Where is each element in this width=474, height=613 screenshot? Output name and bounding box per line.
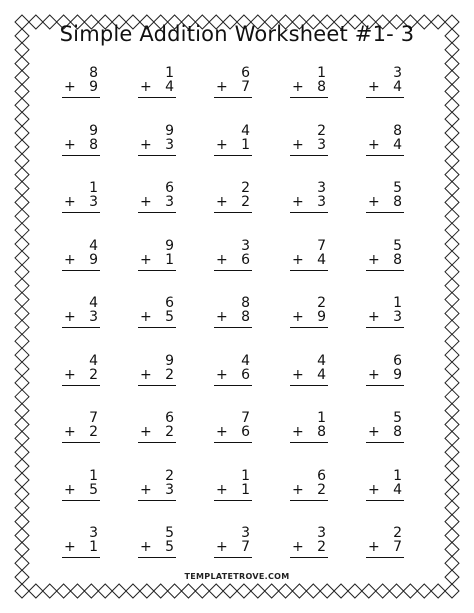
plus-sign: + [216,136,228,153]
problem-row [56,181,436,239]
addend-top: 8 [241,295,250,311]
answer-line [62,500,100,501]
plus-sign: + [368,481,380,498]
addend-bottom: 3 [317,194,326,210]
plus-sign: + [216,309,228,325]
addend-bottom: 1 [241,481,250,498]
answer-line [366,327,404,328]
addend-top: 5 [393,180,402,196]
problem-grid [56,66,436,584]
answer-line [62,270,100,271]
answer-line [366,270,404,271]
addition-problem [56,411,132,469]
answer-line [138,557,176,558]
answer-line [366,557,404,558]
answer-line [366,97,404,98]
addend-top: 6 [393,352,402,369]
addend-top: 4 [89,237,98,254]
addition-problem [208,239,284,297]
addend-bottom: 9 [317,309,326,325]
addend-top: 2 [393,525,402,541]
addend-bottom: 1 [89,539,98,555]
answer-line [62,97,100,98]
plus-sign: + [140,424,152,440]
addition-problem [132,469,208,527]
plus-sign: + [368,539,380,555]
answer-line [62,212,100,213]
answer-line [62,327,100,328]
addend-bottom: 8 [89,136,98,153]
addend-top: 5 [165,525,174,541]
worksheet-title: Simple Addition Worksheet #1- 3 [59,22,415,46]
answer-line [290,155,328,156]
addition-problem [360,411,436,469]
plus-sign: + [368,194,380,210]
addition-problem [208,354,284,412]
plus-sign: + [216,194,228,210]
addition-problem [132,181,208,239]
plus-sign: + [368,309,380,325]
problem-row [56,411,436,469]
plus-sign: + [292,481,304,498]
plus-sign: + [216,251,228,268]
addend-top: 3 [241,525,250,541]
addend-bottom: 7 [241,539,250,555]
addend-top: 3 [241,237,250,254]
plus-sign: + [140,539,152,555]
plus-sign: + [292,136,304,153]
addend-top: 6 [165,180,174,196]
addition-problem [56,469,132,527]
answer-line [290,327,328,328]
plus-sign: + [292,79,304,95]
answer-line [62,385,100,386]
answer-line [214,385,252,386]
addend-top: 9 [89,122,98,139]
plus-sign: + [140,194,152,210]
addition-problem [360,354,436,412]
answer-line [290,557,328,558]
problem-row [56,239,436,297]
plus-sign: + [64,366,76,383]
plus-sign: + [292,251,304,268]
addend-bottom: 4 [393,481,402,498]
answer-line [62,442,100,443]
answer-line [214,270,252,271]
addend-bottom: 2 [165,366,174,383]
addend-bottom: 2 [165,424,174,440]
addend-bottom: 9 [89,79,98,95]
answer-line [290,212,328,213]
addition-problem [284,239,360,297]
plus-sign: + [216,79,228,95]
addend-bottom: 3 [165,481,174,498]
addend-top: 7 [89,410,98,426]
addition-problem [56,66,132,124]
addend-top: 7 [241,410,250,426]
addend-bottom: 8 [393,424,402,440]
addition-problem [360,66,436,124]
addition-problem [360,181,436,239]
addition-problem [360,239,436,297]
answer-line [138,97,176,98]
addend-bottom: 8 [393,194,402,210]
addend-top: 4 [241,122,250,139]
addend-bottom: 4 [317,251,326,268]
plus-sign: + [140,481,152,498]
addend-top: 6 [317,467,326,484]
addition-problem [132,66,208,124]
problem-row [56,354,436,412]
addend-top: 9 [165,122,174,139]
addition-problem [56,239,132,297]
answer-line [214,155,252,156]
answer-line [366,212,404,213]
addend-bottom: 7 [241,79,250,95]
answer-line [366,385,404,386]
addition-problem [132,411,208,469]
plus-sign: + [64,539,76,555]
plus-sign: + [64,79,76,95]
addend-top: 2 [317,122,326,139]
answer-line [138,155,176,156]
answer-line [138,442,176,443]
addend-top: 2 [317,295,326,311]
answer-line [214,327,252,328]
plus-sign: + [216,366,228,383]
plus-sign: + [64,309,76,325]
plus-sign: + [292,539,304,555]
answer-line [290,97,328,98]
addend-bottom: 2 [317,539,326,555]
answer-line [138,385,176,386]
addend-top: 1 [89,467,98,484]
addend-bottom: 4 [393,79,402,95]
plus-sign: + [292,194,304,210]
addend-top: 4 [89,295,98,311]
problem-row [56,124,436,182]
addend-top: 5 [393,237,402,254]
plus-sign: + [64,251,76,268]
addition-problem [360,124,436,182]
addend-bottom: 2 [89,424,98,440]
addend-top: 4 [241,352,250,369]
addition-problem [284,181,360,239]
plus-sign: + [64,194,76,210]
addend-top: 1 [165,65,174,81]
addend-top: 1 [393,467,402,484]
answer-line [138,327,176,328]
addition-problem [360,469,436,527]
answer-line [214,97,252,98]
plus-sign: + [216,424,228,440]
addition-problem [132,296,208,354]
addition-problem [284,469,360,527]
addend-bottom: 3 [393,309,402,325]
answer-line [214,557,252,558]
plus-sign: + [368,366,380,383]
addend-bottom: 5 [165,539,174,555]
plus-sign: + [64,481,76,498]
plus-sign: + [292,309,304,325]
addend-bottom: 6 [241,424,250,440]
addition-problem [284,296,360,354]
answer-line [366,442,404,443]
addend-bottom: 2 [241,194,250,210]
addend-bottom: 9 [393,366,402,383]
addition-problem [208,411,284,469]
addend-top: 3 [317,525,326,541]
addend-bottom: 7 [393,539,402,555]
addend-top: 9 [165,237,174,254]
addition-problem [284,66,360,124]
addition-problem [208,469,284,527]
answer-line [366,500,404,501]
addend-top: 8 [89,65,98,81]
addend-top: 3 [89,525,98,541]
addend-bottom: 8 [317,79,326,95]
addend-top: 4 [317,352,326,369]
addend-bottom: 6 [241,366,250,383]
addend-bottom: 6 [241,251,250,268]
addend-bottom: 8 [317,424,326,440]
plus-sign: + [368,79,380,95]
addend-top: 3 [317,180,326,196]
addend-bottom: 4 [165,79,174,95]
addition-problem [132,354,208,412]
plus-sign: + [140,366,152,383]
addend-bottom: 8 [393,251,402,268]
addend-bottom: 2 [317,481,326,498]
addition-problem [56,354,132,412]
addend-top: 6 [165,410,174,426]
addend-top: 3 [393,65,402,81]
addition-problem [132,239,208,297]
plus-sign: + [292,424,304,440]
answer-line [290,500,328,501]
addend-bottom: 2 [89,366,98,383]
addend-bottom: 4 [393,136,402,153]
addend-top: 6 [241,65,250,81]
answer-line [62,557,100,558]
addend-top: 8 [393,122,402,139]
addend-top: 2 [241,180,250,196]
addend-bottom: 1 [241,136,250,153]
problem-row [56,66,436,124]
addend-bottom: 8 [241,309,250,325]
addition-problem [284,354,360,412]
addend-bottom: 3 [89,194,98,210]
addition-problem [56,296,132,354]
addend-top: 2 [165,467,174,484]
answer-line [290,442,328,443]
addition-problem [360,296,436,354]
addend-top: 1 [317,65,326,81]
plus-sign: + [292,366,304,383]
addend-top: 9 [165,352,174,369]
addend-top: 1 [241,467,250,484]
plus-sign: + [368,251,380,268]
plus-sign: + [216,539,228,555]
plus-sign: + [64,136,76,153]
addition-problem [208,124,284,182]
plus-sign: + [140,136,152,153]
plus-sign: + [64,424,76,440]
plus-sign: + [368,136,380,153]
addend-bottom: 3 [165,136,174,153]
answer-line [214,500,252,501]
plus-sign: + [140,309,152,325]
addend-top: 1 [393,295,402,311]
plus-sign: + [368,424,380,440]
addend-bottom: 5 [165,309,174,325]
answer-line [290,270,328,271]
addend-bottom: 4 [317,366,326,383]
addend-bottom: 3 [89,309,98,325]
addend-bottom: 3 [165,194,174,210]
addend-top: 7 [317,237,326,254]
plus-sign: + [216,481,228,498]
problem-row [56,296,436,354]
footer-brand: TEMPLATETROVE.COM [184,572,290,581]
addend-top: 1 [317,410,326,426]
addend-bottom: 3 [317,136,326,153]
addend-bottom: 1 [165,251,174,268]
answer-line [138,500,176,501]
answer-line [214,212,252,213]
addition-problem [284,124,360,182]
addend-top: 5 [393,410,402,426]
answer-line [366,155,404,156]
addition-problem [284,411,360,469]
answer-line [290,385,328,386]
addition-problem [208,66,284,124]
addend-bottom: 5 [89,481,98,498]
addition-problem [208,296,284,354]
plus-sign: + [140,79,152,95]
addition-problem [56,124,132,182]
answer-line [214,442,252,443]
addend-top: 4 [89,352,98,369]
addend-bottom: 9 [89,251,98,268]
answer-line [138,270,176,271]
addition-problem [132,124,208,182]
plus-sign: + [140,251,152,268]
problem-row [56,469,436,527]
addition-problem [208,181,284,239]
answer-line [62,155,100,156]
addend-top: 1 [89,180,98,196]
answer-line [138,212,176,213]
addend-top: 6 [165,295,174,311]
addition-problem [56,181,132,239]
